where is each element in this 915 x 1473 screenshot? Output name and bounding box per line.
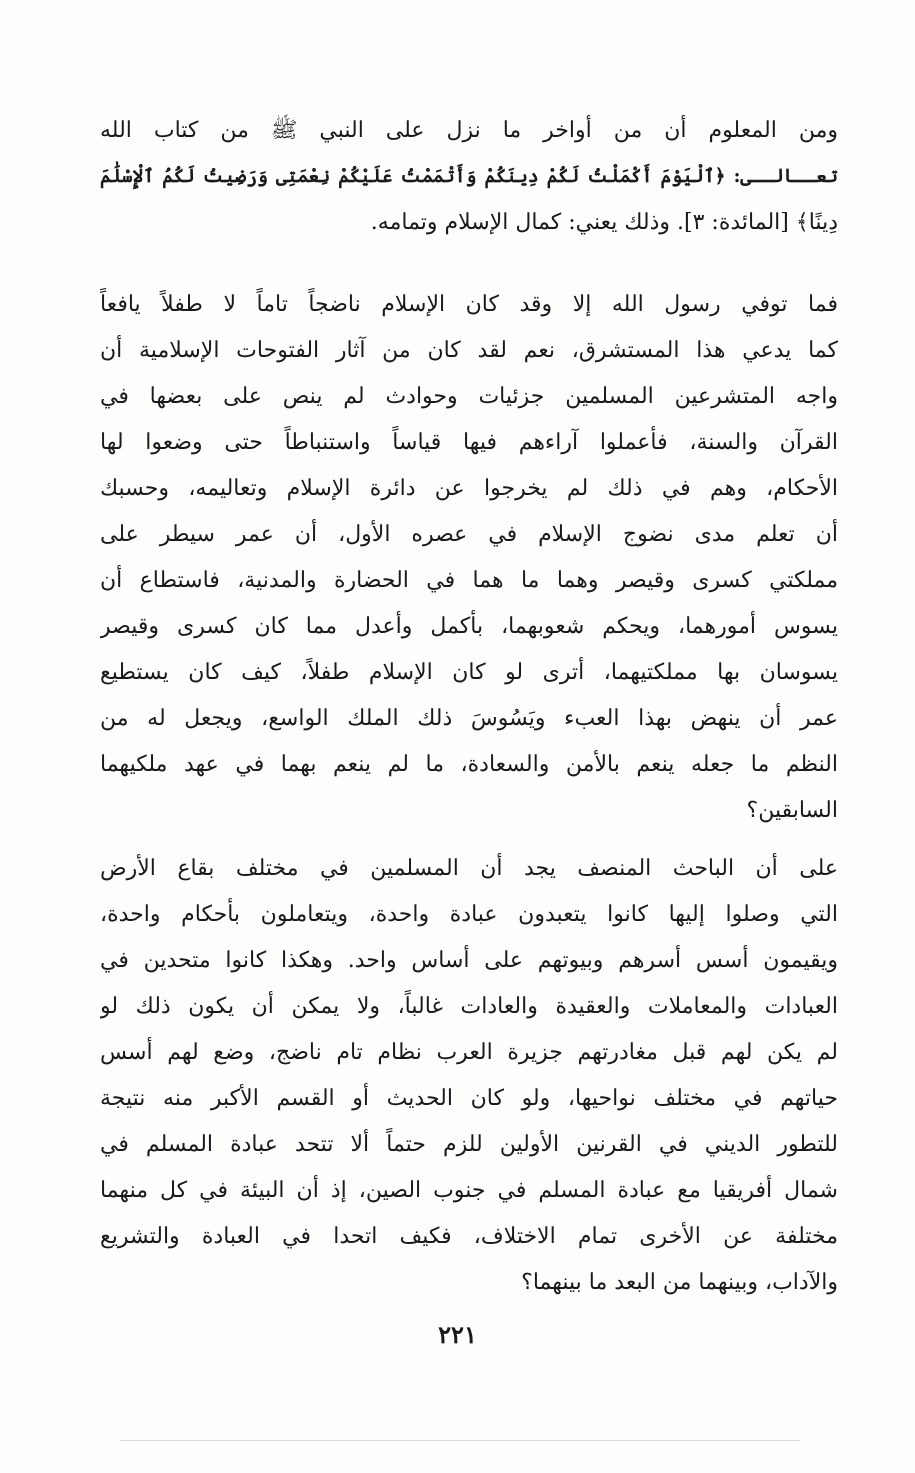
paragraph-3-line-8: شمال أفريقيا مع عبادة المسلم في جنوب الصين، إذ أن البيئة في كل منهما — [100, 1178, 838, 1203]
paragraph-2-line-1: فما توفي رسول الله إلا وقد كان الإسلام ناضجاً تاماً لا طفلاً يافعاً — [100, 292, 838, 317]
paragraph-3 — [100, 846, 838, 1306]
paragraph-2-line-8: يسوس أمورهما، ويحكم شعوبهما، بأكمل وأعدل مما كان كسرى وقيصر — [100, 614, 838, 639]
paragraph-3-line-3: ويقيمون أسس أسرهم وبيوتهم على أساس واحد. وهكذا كانوا متحدين في — [100, 948, 838, 973]
paragraph-3-line-4: العبادات والمعاملات والعقيدة والعادات غالباً، ولا يمكن أن يكون ذلك لو — [100, 994, 838, 1019]
scan-edge-line — [120, 1440, 800, 1441]
paragraph-3-line-10: والآداب، وبينهما من البعد ما بينهما؟ — [521, 1270, 838, 1295]
paragraph-2-line-12: السابقين؟ — [746, 798, 838, 823]
paragraph-1-line-1: ومن المعلوم أن من أواخر ما نزل على النبي ﷺ من كتاب الله — [100, 118, 838, 143]
paragraph-2-line-5: الأحكام، وهم في ذلك لم يخرجوا عن دائرة الإسلام وتعاليمه، وحسبك — [100, 476, 838, 501]
paragraph-3-line-9: مختلفة عن الأخرى تمام الاختلاف، فكيف اتحدا في العبادة والتشريع — [100, 1224, 838, 1249]
paragraph-1 — [100, 108, 838, 246]
paragraph-2 — [100, 282, 838, 834]
paragraph-3-line-2: التي وصلوا إليها كانوا يتعبدون عبادة واحدة، ويتعاملون بأحكام واحدة، — [100, 902, 838, 927]
paragraph-2-line-7: مملكتي كسرى وقيصر وهما ما هما في الحضارة والمدنية، فاستطاع أن — [100, 568, 838, 593]
page-number: ٢٢١ — [438, 1320, 477, 1349]
paragraph-2-line-4: القرآن والسنة، فأعملوا آراءهم فيها قياساً واستنباطاً حتى وضعوا لها — [100, 430, 838, 455]
paragraph-3-line-7: للتطور الديني في القرنين الأولين للزم حتماً ألا تتحد عبادة المسلم في — [100, 1132, 838, 1157]
paragraph-3-line-6: حياتهم في مختلف نواحيها، ولو كان الحديث أو القسم الأكبر منه نتيجة — [100, 1086, 838, 1111]
paragraph-2-line-9: يسوسان بها مملكتيهما، أترى لو كان الإسلام طفلاً، كيف كان يستطيع — [100, 660, 838, 685]
paragraph-3-line-1: على أن الباحث المنصف يجد أن المسلمين في مختلف بقاع الأرض — [100, 856, 838, 881]
paragraph-2-line-2: كما يدعي هذا المستشرق، نعم لقد كان من آثار الفتوحات الإسلامية أن — [100, 338, 838, 363]
paragraph-2-line-11: النظم ما جعله ينعم بالأمن والسعادة، ما لم ينعم بهما في عهد ملكيهما — [100, 752, 838, 777]
paragraph-1-line-3: دِينًا﴾ [المائدة: ٣]. وذلك يعني: كمال الإسلام وتمامه. — [370, 210, 838, 235]
paragraph-2-line-3: واجه المتشرعين المسلمين جزئيات وحوادث لم ينص على بعضها في — [100, 384, 838, 409]
paragraph-2-line-6: أن تعلم مدى نضوج الإسلام في عصره الأول، أن عمر سيطر على — [100, 522, 838, 547]
paragraph-2-line-10: عمر أن ينهض بهذا العبء ويَسُوسَ ذلك الملك الواسع، ويجعل له من — [100, 706, 838, 731]
paragraph-3-line-5: لم يكن لهم قبل مغادرتهم جزيرة العرب نظام تام ناضج، وضع لهم أسس — [100, 1040, 838, 1065]
paragraph-1-line-2: تعــالــى: ﴿ٱلْيَوْمَ أَكْمَلْتُ لَكُمْ دِينَكُمْ وَأَتْمَمْتُ عَلَيْكُمْ نِعْمَتِى وَرَضِيتُ لَكُمُ ٱلْإِسْلَٰمَ — [100, 166, 838, 187]
